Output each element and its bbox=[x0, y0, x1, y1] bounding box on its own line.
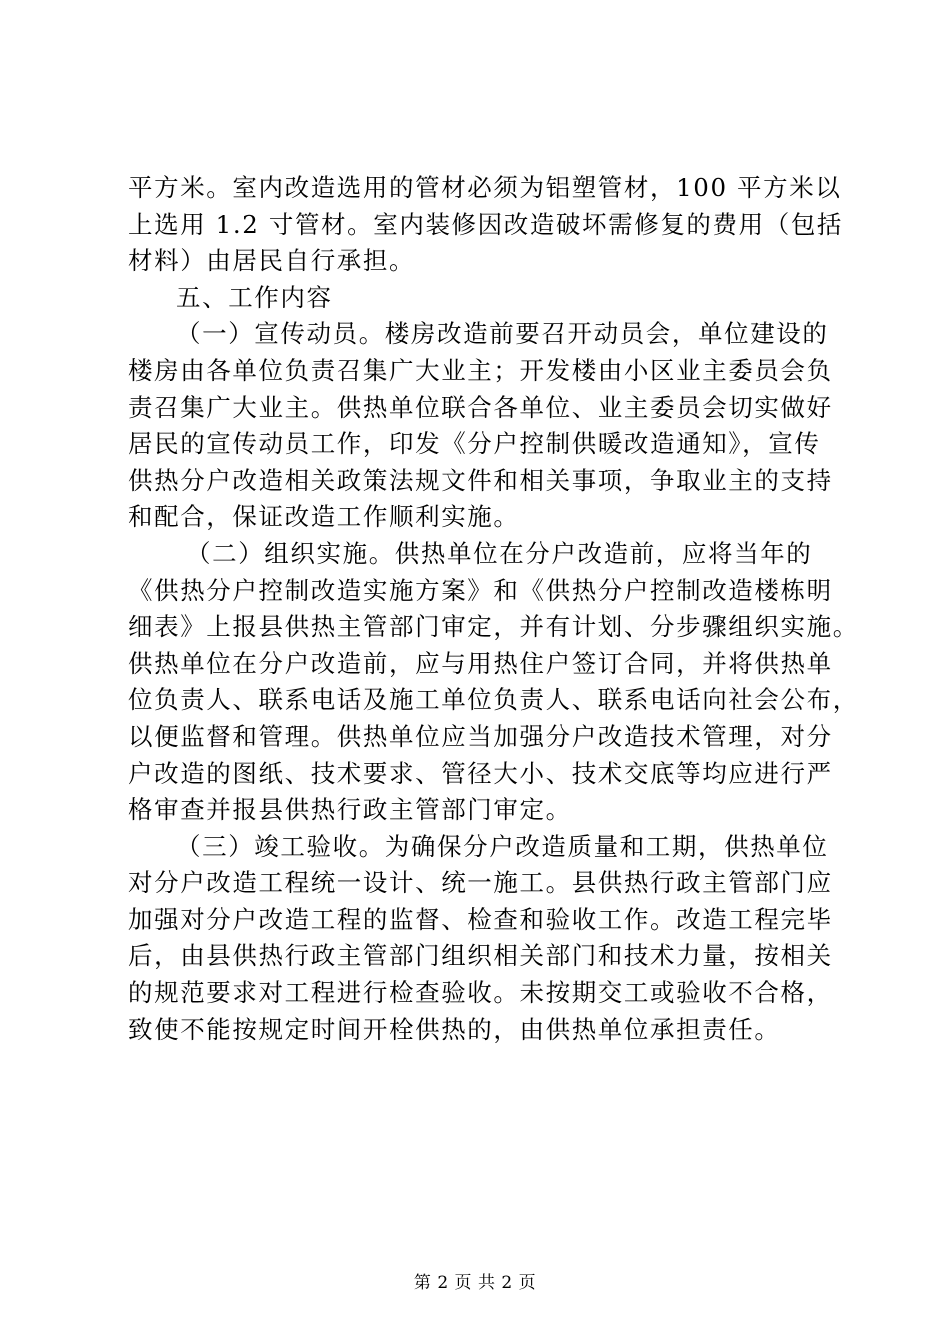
text-line: 和配合，保证改造工作顺利实施。 bbox=[128, 502, 520, 532]
text-line: 楼房由各单位负责召集广大业主；开发楼由小区业主委员会负 bbox=[128, 355, 833, 385]
text-line: 致使不能按规定时间开栓供热的，由供热单位承担责任。 bbox=[128, 1014, 781, 1044]
text-line: 平方米。室内改造选用的管材必须为铝塑管材，100 平方米以 bbox=[128, 173, 842, 202]
text-line: 上选用 1.2 寸管材。室内装修因改造破坏需修复的费用（包括 bbox=[128, 209, 844, 239]
section-heading: 五、工作内容 bbox=[176, 282, 333, 312]
text-line: 对分户改造工程统一设计、统一施工。县供热行政主管部门应 bbox=[128, 868, 833, 898]
text-line: 居民的宣传动员工作，印发《分户控制供暖改造通知》，宣传 bbox=[128, 429, 821, 459]
text-line: （三）竣工验收。为确保分户改造质量和工期，供热单位 bbox=[176, 831, 829, 861]
page-number-label: 第 2 页 共 2 页 bbox=[413, 1273, 537, 1293]
text-line: 《供热分户控制改造实施方案》和《供热分户控制改造楼栋明 bbox=[128, 575, 833, 605]
text-line: 位负责人、联系电话及施工单位负责人、联系电话向社会公布， bbox=[128, 685, 859, 715]
text-line: 供热分户改造相关政策法规文件和相关事项，争取业主的支持 bbox=[128, 465, 833, 495]
text-line: 材料）由居民自行承担。 bbox=[128, 246, 416, 276]
text-line: （一）宣传动员。楼房改造前要召开动员会，单位建设的 bbox=[176, 319, 829, 349]
text-line: 后，由县供热行政主管部门组织相关部门和技术力量，按相关 bbox=[128, 941, 833, 971]
text-line: 的规范要求对工程进行检查验收。未按期交工或验收不合格， bbox=[128, 978, 833, 1008]
document-body bbox=[128, 170, 859, 1048]
text-line: （二）组织实施。供热单位在分户改造前，应将当年的 bbox=[186, 538, 813, 568]
text-line: 户改造的图纸、技术要求、管径大小、技术交底等均应进行严 bbox=[128, 758, 833, 788]
text-line: 责召集广大业主。供热单位联合各单位、业主委员会切实做好 bbox=[128, 392, 833, 422]
text-line: 加强对分户改造工程的监督、检查和验收工作。改造工程完毕 bbox=[128, 904, 833, 934]
text-line: 细表》上报县供热主管部门审定，并有计划、分步骤组织实施。 bbox=[128, 612, 859, 642]
text-line: 供热单位在分户改造前，应与用热住户签订合同，并将供热单 bbox=[128, 648, 833, 678]
page-footer bbox=[0, 1268, 950, 1293]
text-line: 格审查并报县供热行政主管部门审定。 bbox=[128, 795, 572, 825]
text-line: 以便监督和管理。供热单位应当加强分户改造技术管理，对分 bbox=[128, 721, 833, 751]
